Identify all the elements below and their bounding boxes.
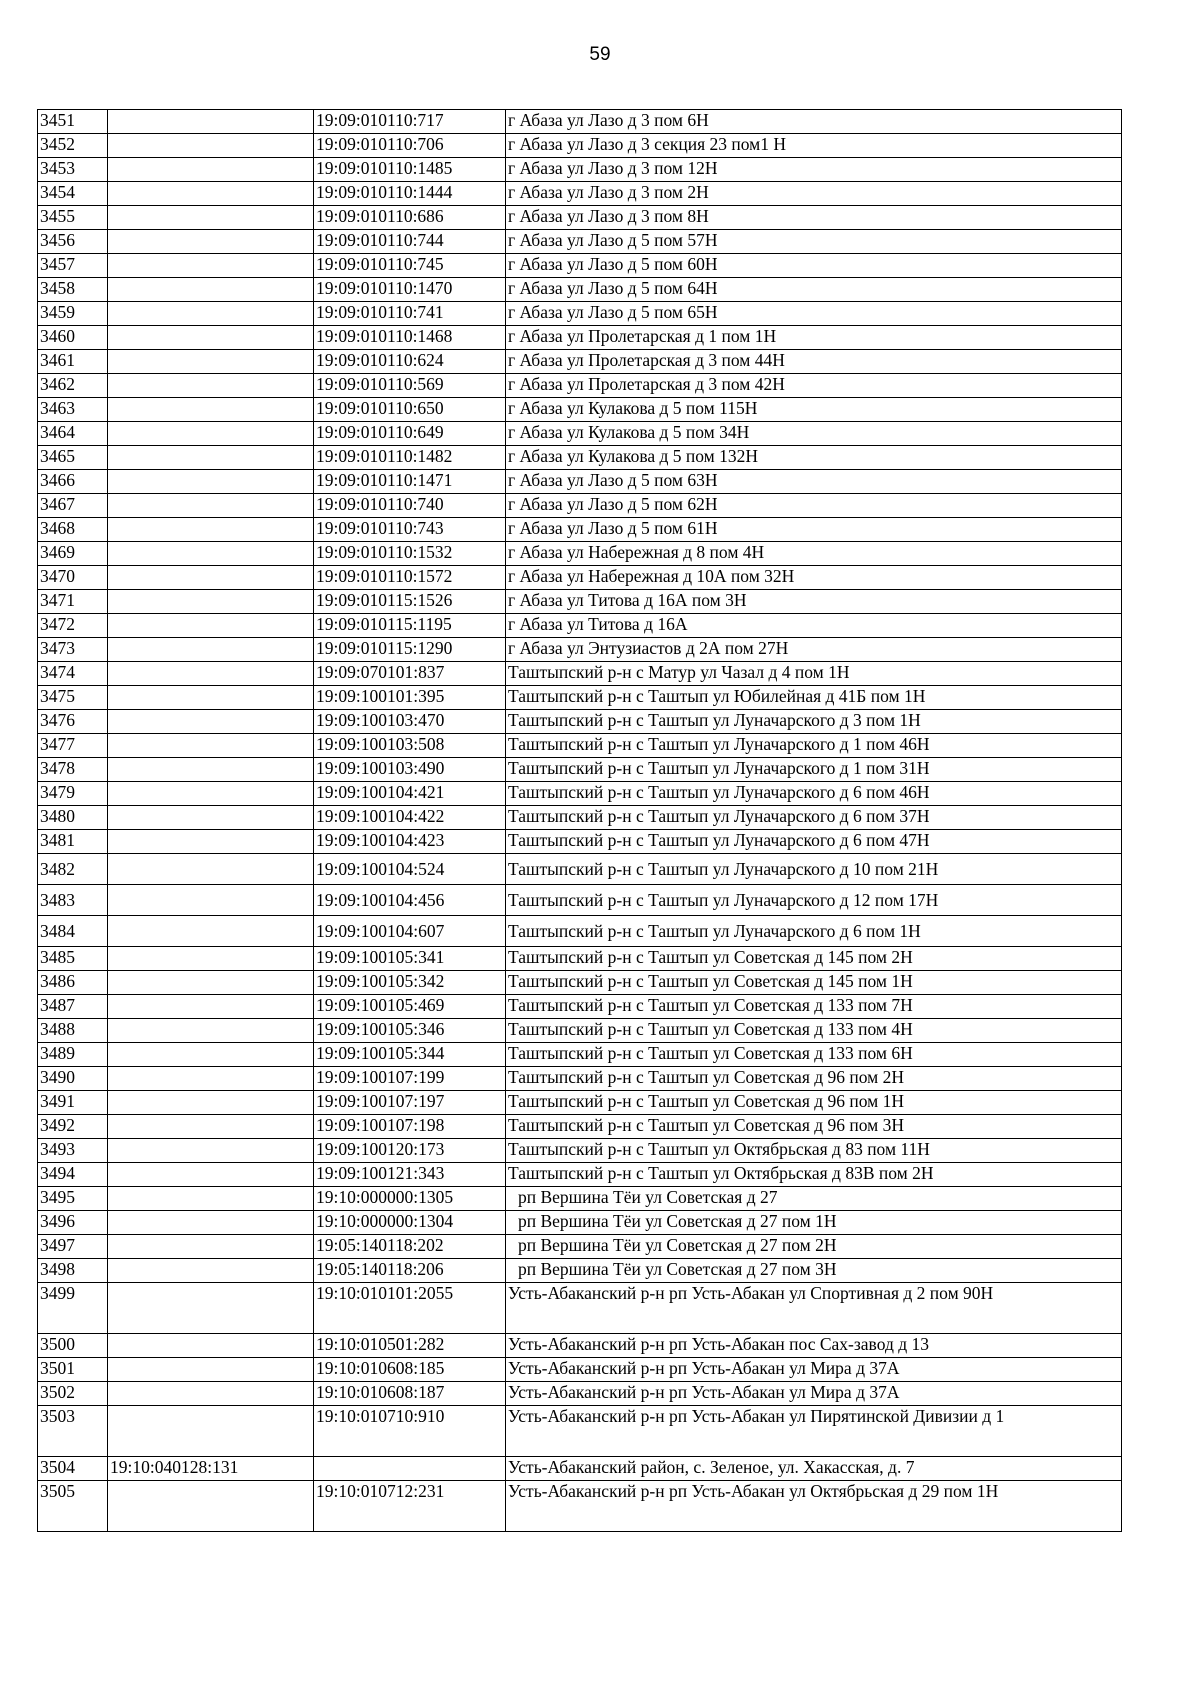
cadastral-number-cell: 19:09:010110:1572 bbox=[314, 566, 506, 590]
cadastral-number-cell: 19:09:100105:346 bbox=[314, 1019, 506, 1043]
table-row bbox=[38, 782, 1122, 806]
row-number-cell: 3470 bbox=[38, 566, 108, 590]
table-row bbox=[38, 710, 1122, 734]
row-number-cell: 3451 bbox=[38, 110, 108, 134]
table-row bbox=[38, 110, 1122, 134]
table-row bbox=[38, 1457, 1122, 1481]
old-cadastral-cell bbox=[108, 662, 314, 686]
cadastral-number-cell: 19:10:010101:2055 bbox=[314, 1283, 506, 1334]
cadastral-number-cell: 19:09:100104:421 bbox=[314, 782, 506, 806]
address-cell: Таштыпский р-н с Таштып ул Советская д 133 пом 4Н bbox=[506, 1019, 1122, 1043]
cadastral-number-cell: 19:09:010110:706 bbox=[314, 134, 506, 158]
table-row bbox=[38, 686, 1122, 710]
address-cell: Таштыпский р-н с Таштып ул Луначарского д 6 пом 46Н bbox=[506, 782, 1122, 806]
table-row bbox=[38, 830, 1122, 854]
cadastral-number-cell: 19:09:010110:1471 bbox=[314, 470, 506, 494]
table-row bbox=[38, 494, 1122, 518]
row-number-cell: 3501 bbox=[38, 1358, 108, 1382]
cadastral-number-cell: 19:09:010110:569 bbox=[314, 374, 506, 398]
row-number-cell: 3499 bbox=[38, 1283, 108, 1334]
cadastral-number-cell: 19:09:010110:1532 bbox=[314, 542, 506, 566]
address-cell: г Абаза ул Титова д 16А bbox=[506, 614, 1122, 638]
row-number-cell: 3480 bbox=[38, 806, 108, 830]
row-number-cell: 3505 bbox=[38, 1481, 108, 1532]
old-cadastral-cell bbox=[108, 1187, 314, 1211]
old-cadastral-cell bbox=[108, 134, 314, 158]
table-row bbox=[38, 422, 1122, 446]
row-number-cell: 3478 bbox=[38, 758, 108, 782]
table-row bbox=[38, 206, 1122, 230]
row-number-cell: 3487 bbox=[38, 995, 108, 1019]
cadastral-number-cell: 19:09:010115:1290 bbox=[314, 638, 506, 662]
row-number-cell: 3498 bbox=[38, 1259, 108, 1283]
cadastral-number-cell: 19:09:010110:650 bbox=[314, 398, 506, 422]
cadastral-number-cell: 19:09:010115:1526 bbox=[314, 590, 506, 614]
old-cadastral-cell bbox=[108, 947, 314, 971]
cadastral-number-cell: 19:09:100104:524 bbox=[314, 854, 506, 885]
address-cell: Таштыпский р-н с Таштып ул Советская д 145 пом 2Н bbox=[506, 947, 1122, 971]
row-number-cell: 3464 bbox=[38, 422, 108, 446]
table-row bbox=[38, 806, 1122, 830]
address-cell: Таштыпский р-н с Таштып ул Луначарского д 10 пом 21Н bbox=[506, 854, 1122, 885]
table-row bbox=[38, 734, 1122, 758]
address-cell: Усть-Абаканский р-н рп Усть-Абакан ул Мира д 37А bbox=[506, 1382, 1122, 1406]
old-cadastral-cell bbox=[108, 182, 314, 206]
row-number-cell: 3458 bbox=[38, 278, 108, 302]
address-cell: Усть-Абаканский р-н рп Усть-Абакан ул Октябрьская д 29 пом 1Н bbox=[506, 1481, 1122, 1532]
row-number-cell: 3461 bbox=[38, 350, 108, 374]
old-cadastral-cell bbox=[108, 1211, 314, 1235]
table-row bbox=[38, 134, 1122, 158]
old-cadastral-cell bbox=[108, 494, 314, 518]
cadastral-number-cell: 19:09:010110:743 bbox=[314, 518, 506, 542]
address-cell: рп Вершина Тёи ул Советская д 27 bbox=[506, 1187, 1122, 1211]
table-row bbox=[38, 638, 1122, 662]
row-number-cell: 3471 bbox=[38, 590, 108, 614]
address-cell: Таштыпский р-н с Таштып ул Луначарского д 1 пом 46Н bbox=[506, 734, 1122, 758]
table-row bbox=[38, 614, 1122, 638]
row-number-cell: 3459 bbox=[38, 302, 108, 326]
old-cadastral-cell bbox=[108, 1019, 314, 1043]
table-row bbox=[38, 278, 1122, 302]
row-number-cell: 3482 bbox=[38, 854, 108, 885]
row-number-cell: 3452 bbox=[38, 134, 108, 158]
old-cadastral-cell bbox=[108, 1115, 314, 1139]
row-number-cell: 3466 bbox=[38, 470, 108, 494]
old-cadastral-cell bbox=[108, 1139, 314, 1163]
address-cell: Таштыпский р-н с Таштып ул Луначарского д 6 пом 37Н bbox=[506, 806, 1122, 830]
page-number: 59 bbox=[589, 44, 611, 65]
old-cadastral-cell bbox=[108, 326, 314, 350]
address-cell: г Абаза ул Титова д 16А пом 3Н bbox=[506, 590, 1122, 614]
old-cadastral-cell bbox=[108, 710, 314, 734]
cadastral-number-cell: 19:09:010110:744 bbox=[314, 230, 506, 254]
cadastral-number-cell: 19:09:100103:490 bbox=[314, 758, 506, 782]
cadastral-number-cell: 19:09:100105:342 bbox=[314, 971, 506, 995]
old-cadastral-cell bbox=[108, 830, 314, 854]
address-cell: г Абаза ул Набережная д 10А пом 32Н bbox=[506, 566, 1122, 590]
address-cell: Усть-Абаканский р-н рп Усть-Абакан пос Сах-завод д 13 bbox=[506, 1334, 1122, 1358]
old-cadastral-cell bbox=[108, 1481, 314, 1532]
old-cadastral-cell bbox=[108, 542, 314, 566]
address-cell: Усть-Абаканский р-н рп Усть-Абакан ул Мира д 37А bbox=[506, 1358, 1122, 1382]
table-row bbox=[38, 1382, 1122, 1406]
cadastral-number-cell: 19:05:140118:202 bbox=[314, 1235, 506, 1259]
cadastral-number-cell: 19:09:100104:456 bbox=[314, 885, 506, 916]
table-row bbox=[38, 230, 1122, 254]
table-row bbox=[38, 158, 1122, 182]
address-cell: г Абаза ул Лазо д 3 пом 2Н bbox=[506, 182, 1122, 206]
old-cadastral-cell bbox=[108, 995, 314, 1019]
old-cadastral-cell bbox=[108, 566, 314, 590]
old-cadastral-cell bbox=[108, 638, 314, 662]
registry-table-body bbox=[38, 110, 1122, 1532]
table-row bbox=[38, 1163, 1122, 1187]
table-row bbox=[38, 326, 1122, 350]
old-cadastral-cell bbox=[108, 1406, 314, 1457]
address-cell: Таштыпский р-н с Таштып ул Луначарского д 1 пом 31Н bbox=[506, 758, 1122, 782]
address-cell: г Абаза ул Лазо д 5 пом 65Н bbox=[506, 302, 1122, 326]
cadastral-number-cell: 19:09:100103:470 bbox=[314, 710, 506, 734]
old-cadastral-cell bbox=[108, 1163, 314, 1187]
cadastral-number-cell: 19:09:100121:343 bbox=[314, 1163, 506, 1187]
cadastral-number-cell: 19:09:010110:717 bbox=[314, 110, 506, 134]
address-cell: Таштыпский р-н с Матур ул Чазал д 4 пом 1Н bbox=[506, 662, 1122, 686]
table-row bbox=[38, 1235, 1122, 1259]
row-number-cell: 3486 bbox=[38, 971, 108, 995]
address-cell: Таштыпский р-н с Таштып ул Советская д 96 пом 1Н bbox=[506, 1091, 1122, 1115]
row-number-cell: 3476 bbox=[38, 710, 108, 734]
address-cell: Таштыпский р-н с Таштып ул Советская д 133 пом 7Н bbox=[506, 995, 1122, 1019]
cadastral-number-cell: 19:09:010110:1482 bbox=[314, 446, 506, 470]
address-cell: рп Вершина Тёи ул Советская д 27 пом 2Н bbox=[506, 1235, 1122, 1259]
table-row bbox=[38, 758, 1122, 782]
old-cadastral-cell bbox=[108, 230, 314, 254]
table-row bbox=[38, 446, 1122, 470]
table-row bbox=[38, 1043, 1122, 1067]
old-cadastral-cell bbox=[108, 470, 314, 494]
address-cell: Таштыпский р-н с Таштып ул Луначарского д 6 пом 1Н bbox=[506, 916, 1122, 947]
old-cadastral-cell bbox=[108, 806, 314, 830]
row-number-cell: 3485 bbox=[38, 947, 108, 971]
cadastral-number-cell: 19:09:010110:1444 bbox=[314, 182, 506, 206]
cadastral-number-cell: 19:09:100103:508 bbox=[314, 734, 506, 758]
old-cadastral-cell bbox=[108, 446, 314, 470]
address-cell: Усть-Абаканский район, с. Зеленое, ул. Хакасская, д. 7 bbox=[506, 1457, 1122, 1481]
old-cadastral-cell bbox=[108, 1043, 314, 1067]
cadastral-number-cell: 19:09:100107:197 bbox=[314, 1091, 506, 1115]
address-cell: рп Вершина Тёи ул Советская д 27 пом 1Н bbox=[506, 1211, 1122, 1235]
address-cell: Таштыпский р-н с Таштып ул Советская д 96 пом 3Н bbox=[506, 1115, 1122, 1139]
row-number-cell: 3502 bbox=[38, 1382, 108, 1406]
table-row bbox=[38, 398, 1122, 422]
old-cadastral-cell bbox=[108, 1334, 314, 1358]
row-number-cell: 3456 bbox=[38, 230, 108, 254]
table-row bbox=[38, 1211, 1122, 1235]
old-cadastral-cell bbox=[108, 782, 314, 806]
cadastral-number-cell: 19:05:140118:206 bbox=[314, 1259, 506, 1283]
row-number-cell: 3454 bbox=[38, 182, 108, 206]
cadastral-number-cell bbox=[314, 1457, 506, 1481]
row-number-cell: 3495 bbox=[38, 1187, 108, 1211]
cadastral-number-cell: 19:09:010110:741 bbox=[314, 302, 506, 326]
table-row bbox=[38, 971, 1122, 995]
table-row bbox=[38, 1067, 1122, 1091]
table-row bbox=[38, 662, 1122, 686]
address-cell: Усть-Абаканский р-н рп Усть-Абакан ул Пирятинской Дивизии д 1 bbox=[506, 1406, 1122, 1457]
table-row bbox=[38, 1259, 1122, 1283]
address-cell: Таштыпский р-н с Таштып ул Советская д 145 пом 1Н bbox=[506, 971, 1122, 995]
old-cadastral-cell bbox=[108, 1091, 314, 1115]
row-number-cell: 3490 bbox=[38, 1067, 108, 1091]
address-cell: г Абаза ул Лазо д 5 пом 57Н bbox=[506, 230, 1122, 254]
table-row bbox=[38, 854, 1122, 885]
address-cell: г Абаза ул Лазо д 5 пом 61Н bbox=[506, 518, 1122, 542]
table-row bbox=[38, 916, 1122, 947]
row-number-cell: 3497 bbox=[38, 1235, 108, 1259]
old-cadastral-cell bbox=[108, 916, 314, 947]
row-number-cell: 3463 bbox=[38, 398, 108, 422]
row-number-cell: 3504 bbox=[38, 1457, 108, 1481]
cadastral-number-cell: 19:09:100104:423 bbox=[314, 830, 506, 854]
row-number-cell: 3496 bbox=[38, 1211, 108, 1235]
address-cell: г Абаза ул Лазо д 5 пом 63Н bbox=[506, 470, 1122, 494]
cadastral-number-cell: 19:09:010110:740 bbox=[314, 494, 506, 518]
cadastral-number-cell: 19:09:010110:649 bbox=[314, 422, 506, 446]
cadastral-number-cell: 19:09:100104:607 bbox=[314, 916, 506, 947]
old-cadastral-cell bbox=[108, 614, 314, 638]
address-cell: г Абаза ул Лазо д 3 пом 6Н bbox=[506, 110, 1122, 134]
row-number-cell: 3467 bbox=[38, 494, 108, 518]
table-row bbox=[38, 590, 1122, 614]
address-cell: Таштыпский р-н с Таштып ул Советская д 96 пом 2Н bbox=[506, 1067, 1122, 1091]
cadastral-number-cell: 19:09:100104:422 bbox=[314, 806, 506, 830]
cadastral-number-cell: 19:09:010110:1485 bbox=[314, 158, 506, 182]
table-row bbox=[38, 518, 1122, 542]
row-number-cell: 3474 bbox=[38, 662, 108, 686]
old-cadastral-cell bbox=[108, 1358, 314, 1382]
old-cadastral-cell bbox=[108, 278, 314, 302]
row-number-cell: 3503 bbox=[38, 1406, 108, 1457]
old-cadastral-cell bbox=[108, 350, 314, 374]
address-cell: г Абаза ул Лазо д 3 пом 12Н bbox=[506, 158, 1122, 182]
old-cadastral-cell bbox=[108, 758, 314, 782]
address-cell: г Абаза ул Кулакова д 5 пом 34Н bbox=[506, 422, 1122, 446]
address-cell: г Абаза ул Энтузиастов д 2А пом 27Н bbox=[506, 638, 1122, 662]
table-row bbox=[38, 182, 1122, 206]
row-number-cell: 3477 bbox=[38, 734, 108, 758]
table-row bbox=[38, 254, 1122, 278]
address-cell: г Абаза ул Лазо д 5 пом 62Н bbox=[506, 494, 1122, 518]
row-number-cell: 3473 bbox=[38, 638, 108, 662]
cadastral-number-cell: 19:09:010110:1468 bbox=[314, 326, 506, 350]
address-cell: Таштыпский р-н с Таштып ул Юбилейная д 41Б пом 1Н bbox=[506, 686, 1122, 710]
cadastral-number-cell: 19:09:010110:1470 bbox=[314, 278, 506, 302]
row-number-cell: 3475 bbox=[38, 686, 108, 710]
row-number-cell: 3492 bbox=[38, 1115, 108, 1139]
row-number-cell: 3493 bbox=[38, 1139, 108, 1163]
old-cadastral-cell bbox=[108, 1235, 314, 1259]
old-cadastral-cell bbox=[108, 158, 314, 182]
cadastral-number-cell: 19:09:010115:1195 bbox=[314, 614, 506, 638]
table-row bbox=[38, 1481, 1122, 1532]
table-row bbox=[38, 302, 1122, 326]
old-cadastral-cell bbox=[108, 206, 314, 230]
cadastral-number-cell: 19:09:010110:686 bbox=[314, 206, 506, 230]
row-number-cell: 3462 bbox=[38, 374, 108, 398]
old-cadastral-cell bbox=[108, 1067, 314, 1091]
row-number-cell: 3468 bbox=[38, 518, 108, 542]
cadastral-number-cell: 19:09:100101:395 bbox=[314, 686, 506, 710]
row-number-cell: 3479 bbox=[38, 782, 108, 806]
cadastral-number-cell: 19:09:070101:837 bbox=[314, 662, 506, 686]
registry-table bbox=[37, 109, 1122, 1532]
cadastral-number-cell: 19:10:000000:1304 bbox=[314, 1211, 506, 1235]
address-cell: г Абаза ул Лазо д 5 пом 60Н bbox=[506, 254, 1122, 278]
address-cell: г Абаза ул Пролетарская д 1 пом 1Н bbox=[506, 326, 1122, 350]
row-number-cell: 3500 bbox=[38, 1334, 108, 1358]
address-cell: Таштыпский р-н с Таштып ул Октябрьская д 83В пом 2Н bbox=[506, 1163, 1122, 1187]
old-cadastral-cell bbox=[108, 422, 314, 446]
table-row bbox=[38, 947, 1122, 971]
table-row bbox=[38, 995, 1122, 1019]
table-row bbox=[38, 1187, 1122, 1211]
row-number-cell: 3491 bbox=[38, 1091, 108, 1115]
row-number-cell: 3494 bbox=[38, 1163, 108, 1187]
address-cell: Таштыпский р-н с Таштып ул Октябрьская д 83 пом 11Н bbox=[506, 1139, 1122, 1163]
cadastral-number-cell: 19:09:010110:745 bbox=[314, 254, 506, 278]
address-cell: г Абаза ул Кулакова д 5 пом 132Н bbox=[506, 446, 1122, 470]
cadastral-number-cell: 19:09:100120:173 bbox=[314, 1139, 506, 1163]
cadastral-number-cell: 19:10:010608:187 bbox=[314, 1382, 506, 1406]
address-cell: рп Вершина Тёи ул Советская д 27 пом 3Н bbox=[506, 1259, 1122, 1283]
cadastral-number-cell: 19:09:100105:344 bbox=[314, 1043, 506, 1067]
table-row bbox=[38, 374, 1122, 398]
cadastral-number-cell: 19:09:100105:341 bbox=[314, 947, 506, 971]
table-row bbox=[38, 566, 1122, 590]
table-row bbox=[38, 1139, 1122, 1163]
row-number-cell: 3472 bbox=[38, 614, 108, 638]
address-cell: Таштыпский р-н с Таштып ул Советская д 133 пом 6Н bbox=[506, 1043, 1122, 1067]
table-row bbox=[38, 885, 1122, 916]
cadastral-number-cell: 19:10:010608:185 bbox=[314, 1358, 506, 1382]
table-row bbox=[38, 1091, 1122, 1115]
old-cadastral-cell bbox=[108, 518, 314, 542]
address-cell: г Абаза ул Лазо д 3 секция 23 пом1 Н bbox=[506, 134, 1122, 158]
table-row bbox=[38, 350, 1122, 374]
address-cell: Таштыпский р-н с Таштып ул Луначарского д 12 пом 17Н bbox=[506, 885, 1122, 916]
cadastral-number-cell: 19:09:010110:624 bbox=[314, 350, 506, 374]
old-cadastral-cell bbox=[108, 1283, 314, 1334]
row-number-cell: 3455 bbox=[38, 206, 108, 230]
cadastral-number-cell: 19:10:010712:231 bbox=[314, 1481, 506, 1532]
row-number-cell: 3457 bbox=[38, 254, 108, 278]
old-cadastral-cell bbox=[108, 398, 314, 422]
row-number-cell: 3481 bbox=[38, 830, 108, 854]
old-cadastral-cell bbox=[108, 734, 314, 758]
cadastral-number-cell: 19:10:010501:282 bbox=[314, 1334, 506, 1358]
address-cell: г Абаза ул Пролетарская д 3 пом 42Н bbox=[506, 374, 1122, 398]
row-number-cell: 3483 bbox=[38, 885, 108, 916]
row-number-cell: 3489 bbox=[38, 1043, 108, 1067]
address-cell: г Абаза ул Пролетарская д 3 пом 44Н bbox=[506, 350, 1122, 374]
table-row bbox=[38, 470, 1122, 494]
table-row bbox=[38, 1406, 1122, 1457]
old-cadastral-cell bbox=[108, 302, 314, 326]
address-cell: Таштыпский р-н с Таштып ул Луначарского д 6 пом 47Н bbox=[506, 830, 1122, 854]
old-cadastral-cell bbox=[108, 110, 314, 134]
address-cell: Таштыпский р-н с Таштып ул Луначарского д 3 пом 1Н bbox=[506, 710, 1122, 734]
address-cell: Усть-Абаканский р-н рп Усть-Абакан ул Спортивная д 2 пом 90Н bbox=[506, 1283, 1122, 1334]
table-row bbox=[38, 542, 1122, 566]
old-cadastral-cell bbox=[108, 885, 314, 916]
cadastral-number-cell: 19:09:100105:469 bbox=[314, 995, 506, 1019]
cadastral-number-cell: 19:09:100107:199 bbox=[314, 1067, 506, 1091]
row-number-cell: 3460 bbox=[38, 326, 108, 350]
table-row bbox=[38, 1334, 1122, 1358]
old-cadastral-cell bbox=[108, 854, 314, 885]
table-row bbox=[38, 1358, 1122, 1382]
table-row bbox=[38, 1019, 1122, 1043]
row-number-cell: 3484 bbox=[38, 916, 108, 947]
address-cell: г Абаза ул Лазо д 3 пом 8Н bbox=[506, 206, 1122, 230]
address-cell: г Абаза ул Кулакова д 5 пом 115Н bbox=[506, 398, 1122, 422]
old-cadastral-cell bbox=[108, 254, 314, 278]
old-cadastral-cell bbox=[108, 374, 314, 398]
table-row bbox=[38, 1115, 1122, 1139]
table-row bbox=[38, 1283, 1122, 1334]
row-number-cell: 3465 bbox=[38, 446, 108, 470]
old-cadastral-cell bbox=[108, 686, 314, 710]
old-cadastral-cell bbox=[108, 971, 314, 995]
old-cadastral-cell bbox=[108, 1382, 314, 1406]
row-number-cell: 3453 bbox=[38, 158, 108, 182]
cadastral-number-cell: 19:10:000000:1305 bbox=[314, 1187, 506, 1211]
cadastral-number-cell: 19:09:100107:198 bbox=[314, 1115, 506, 1139]
cadastral-number-cell: 19:10:010710:910 bbox=[314, 1406, 506, 1457]
row-number-cell: 3469 bbox=[38, 542, 108, 566]
address-cell: г Абаза ул Набережная д 8 пом 4Н bbox=[506, 542, 1122, 566]
old-cadastral-cell bbox=[108, 1259, 314, 1283]
old-cadastral-cell bbox=[108, 590, 314, 614]
address-cell: г Абаза ул Лазо д 5 пом 64Н bbox=[506, 278, 1122, 302]
row-number-cell: 3488 bbox=[38, 1019, 108, 1043]
old-cadastral-cell: 19:10:040128:131 bbox=[108, 1457, 314, 1481]
